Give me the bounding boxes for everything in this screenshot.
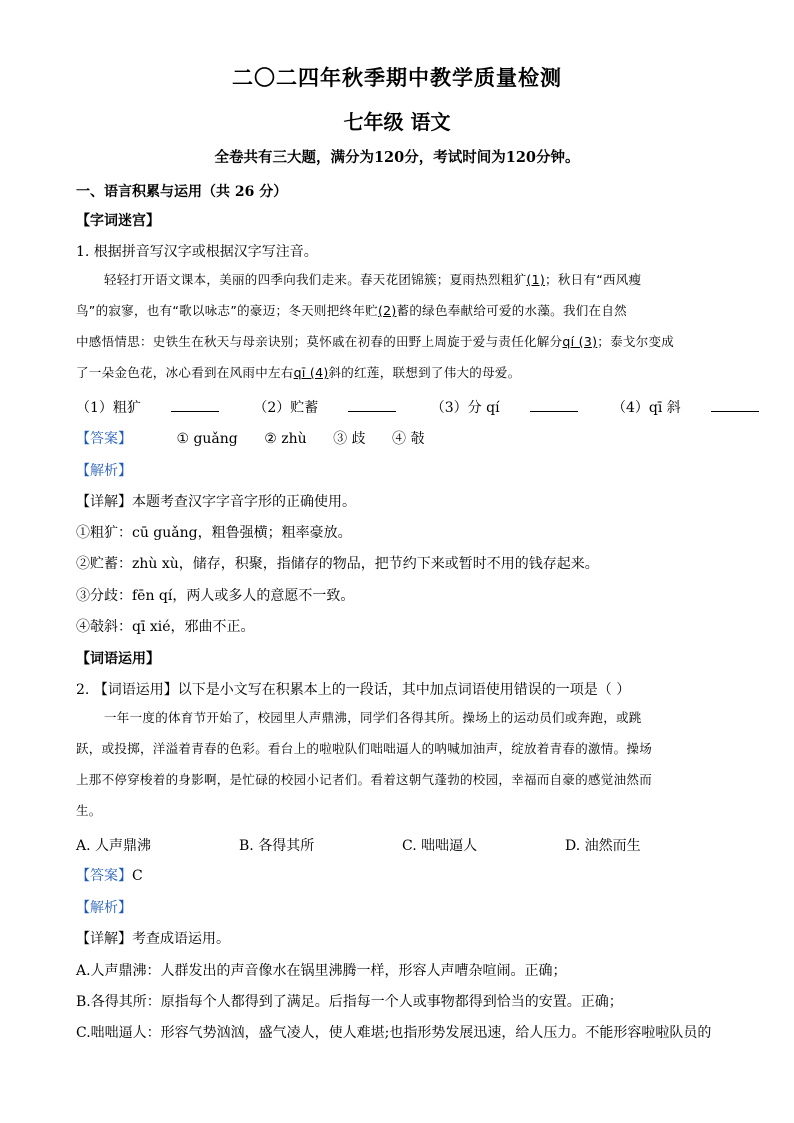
- passage-line: 中感悟情思：史铁生在秋天与母亲诀别；莫怀戚在初春的田野上周旋于爱与责任化解分qí (3)；泰戈尔变成: [76, 334, 675, 349]
- item-2: （2）贮蓄: [253, 397, 396, 417]
- passage-line: 了一朵金色花，冰心看到在风雨中左右qī (4)斜的红莲，联想到了伟大的母爱。: [76, 365, 521, 380]
- blank-4: qī (4): [293, 365, 329, 380]
- option-note-b: B.各得其所：原指每个人都得到了满足。后指每一个人或事物都得到恰当的安置。正确；: [76, 994, 623, 1010]
- exam-notice: 全卷共有三大题，满分为120分，考试时间为120分钟。: [214, 149, 580, 166]
- subsection-heading-word-usage: 【词语运用】: [76, 651, 160, 667]
- note-4: ④攲斜：qī xié，邪曲不正。: [76, 619, 255, 635]
- passage-line: 一年一度的体育节开始了，校园里人声鼎沸，同学们各得其所。操场上的运动员们或奔跑，或跳: [104, 710, 642, 725]
- note-1: ①粗犷：cū guǎng，粗鲁强横；粗率豪放。: [76, 525, 352, 541]
- option-a: A. 人声鼎沸: [76, 838, 152, 854]
- item-3: （3）分 qí: [431, 397, 578, 417]
- passage-line: 上那不停穿梭着的身影啊，是忙碌的校园小记者们。看着这朝气蓬勃的校园，幸福而自豪的感觉油然而: [76, 772, 653, 787]
- section-heading: 一、语言积累与运用（共 26 分）: [76, 184, 288, 200]
- option-note-a: A.人声鼎沸：人群发出的声音像水在锅里沸腾一样，形容人声嘈杂喧闹。正确；: [76, 963, 567, 979]
- page-subtitle: 七年级 语文: [343, 110, 451, 134]
- item-1: （1）粗犷: [76, 397, 219, 417]
- blank-3: qí (3): [562, 334, 598, 349]
- note-2: ②贮蓄：zhù xù，储存，积聚，指储存的物品，把节约下来或暂时不用的钱存起来。: [76, 556, 599, 572]
- question-2-passage: [76, 702, 716, 826]
- answer-2: ② zhù: [264, 431, 307, 447]
- analysis-label: 【解析】: [76, 463, 132, 479]
- subsection-heading-vocab: 【字词迷宫】: [76, 213, 160, 229]
- question-1-passage: [76, 264, 716, 388]
- passage-line: 跃，或投掷，洋溢着青春的色彩。看台上的啦啦队们咄咄逼人的呐喊加油声，绽放着青春的激情。操场: [76, 741, 653, 756]
- answer-label: 【答案】: [76, 431, 132, 447]
- item-4: （4）qī 斜: [612, 397, 759, 417]
- question-2-options: [76, 835, 728, 855]
- passage-line: 轻轻打开语文课本，美丽的四季向我们走来。春天花团锦簇；夏雨热烈粗犷(1)；秋日有“西风瘦: [104, 272, 642, 287]
- question-1-items: [76, 397, 789, 417]
- blank-2: (2): [377, 303, 397, 318]
- answer-3: ③ 歧: [333, 431, 366, 447]
- question-2-stem: 2. 【词语运用】以下是小文写在积累本上的一段话，其中加点词语使用错误的一项是（ ）: [76, 682, 631, 698]
- detail-text: 【详解】本题考查汉字字音字形的正确使用。: [76, 494, 356, 510]
- option-c: C. 咄咄逼人: [402, 838, 478, 854]
- answer-1: ① guǎng: [176, 431, 238, 447]
- note-3: ③分歧：fēn qí，两人或多人的意愿不一致。: [76, 588, 355, 604]
- option-d: D. 油然而生: [565, 838, 641, 854]
- answer-value: C: [132, 868, 143, 884]
- passage-line: 鸟”的寂寥，也有“歌以咏志”的豪迈；冬天则把终年贮(2)蓄的绿色奉献给可爱的水藻。我们在自然: [76, 303, 627, 318]
- question-1-stem: 1. 根据拼音写汉字或根据汉字写注音。: [76, 244, 318, 260]
- option-b: B. 各得其所: [239, 838, 315, 854]
- question-2-answer: [76, 865, 143, 885]
- option-note-c: C.咄咄逼人：形容气势汹汹，盛气凌人，使人难堪;也指形势发展迅速，给人压力。不能形容啦啦队员的: [76, 1025, 712, 1041]
- analysis-label: 【解析】: [76, 900, 132, 916]
- passage-line: 生。: [76, 803, 102, 818]
- page-title: 二〇二四年秋季期中教学质量检测: [232, 65, 562, 90]
- answer-label: 【答案】: [76, 868, 132, 884]
- question-1-answer: [76, 428, 446, 448]
- detail-text: 【详解】考查成语运用。: [76, 931, 230, 947]
- answer-4: ④ 攲: [392, 431, 425, 447]
- blank-1: (1): [526, 272, 546, 287]
